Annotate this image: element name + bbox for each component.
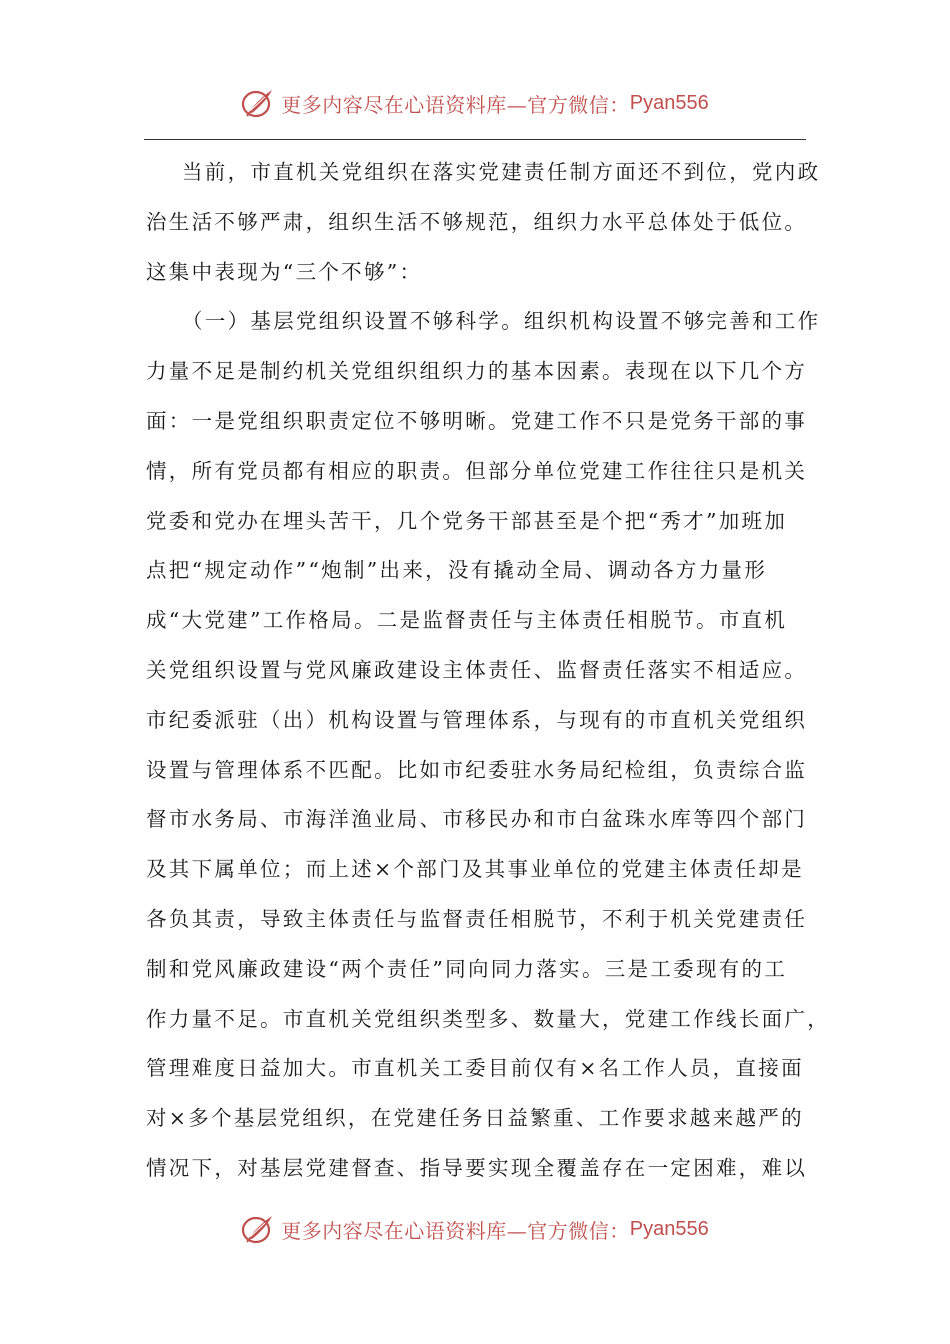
paragraph-line: 治生活不够严肃，组织生活不够规范，组织力水平总体处于低位。 xyxy=(146,209,808,234)
paragraph-line: 党委和党办在埋头苦干，几个党务干部甚至是个把“秀才”加班加 xyxy=(146,508,788,533)
paragraph-line: 对×多个基层党组织，在党建任务日益繁重、工作要求越来越严的 xyxy=(146,1106,804,1131)
banner-text: 更多内容尽在心语资料库—官方微信： xyxy=(281,92,630,117)
quill-pen-logo-icon xyxy=(241,1212,275,1246)
paragraph-line: 及其下属单位；而上述×个部门及其事业单位的党建主体责任却是 xyxy=(146,857,804,882)
paragraph-line: 设置与管理体系不匹配。比如市纪委驻水务局纪检组，负责综合监 xyxy=(146,757,808,782)
paragraph-line: 这集中表现为“三个不够”： xyxy=(146,259,423,284)
paragraph-line: 点把“规定动作”“炮制”出来，没有撬动全局、调动各方力量形 xyxy=(146,558,768,583)
paragraph-line: 作力量不足。市直机关党组织类型多、数量大，党建工作线长面广， xyxy=(146,1006,830,1031)
paragraph-line: 督市水务局、市海洋渔业局、市移民办和市白盆珠水库等四个部门 xyxy=(146,807,808,832)
banner-wechat-handle: Pyan556 xyxy=(629,91,709,114)
paragraph-line: 制和党风廉政建设“两个责任”同向同力落实。三是工委现有的工 xyxy=(146,956,788,981)
banner-text: 更多内容尽在心语资料库—官方微信： xyxy=(281,1218,630,1243)
header-rule xyxy=(144,139,806,140)
footer-banner xyxy=(0,1209,950,1249)
paragraph-line: （一）基层党组织设置不够科学。组织机构设置不够完善和工作 xyxy=(182,309,821,334)
paragraph-line: 面：一是党组织职责定位不够明晰。党建工作不只是党务干部的事 xyxy=(146,408,808,433)
paragraph-line: 管理难度日益加大。市直机关工委目前仅有×名工作人员，直接面 xyxy=(146,1056,804,1081)
paragraph-line: 当前，市直机关党组织在落实党建责任制方面还不到位，党内政 xyxy=(182,160,821,184)
paragraph-line: 市纪委派驻（出）机构设置与管理体系，与现有的市直机关党组织 xyxy=(146,707,808,732)
paragraph-line: 各负其责，导致主体责任与监督责任相脱节，不利于机关党建责任 xyxy=(146,906,808,931)
quill-pen-logo-icon xyxy=(241,86,275,120)
document-body xyxy=(146,148,830,1194)
paragraph-line: 情况下，对基层党建督查、指导要实现全覆盖存在一定困难，难以 xyxy=(146,1155,808,1180)
header-banner xyxy=(0,83,950,123)
paragraph-line: 关党组织设置与党风廉政建设主体责任、监督责任落实不相适应。 xyxy=(146,657,808,682)
banner-wechat-handle: Pyan556 xyxy=(629,1217,709,1240)
paragraph-line: 情，所有党员都有相应的职责。但部分单位党建工作往往只是机关 xyxy=(146,458,808,483)
paragraph-line: 力量不足是制约机关党组织组织力的基本因素。表现在以下几个方 xyxy=(146,359,808,384)
paragraph-line: 成“大党建”工作格局。二是监督责任与主体责任相脱节。市直机 xyxy=(146,608,788,633)
